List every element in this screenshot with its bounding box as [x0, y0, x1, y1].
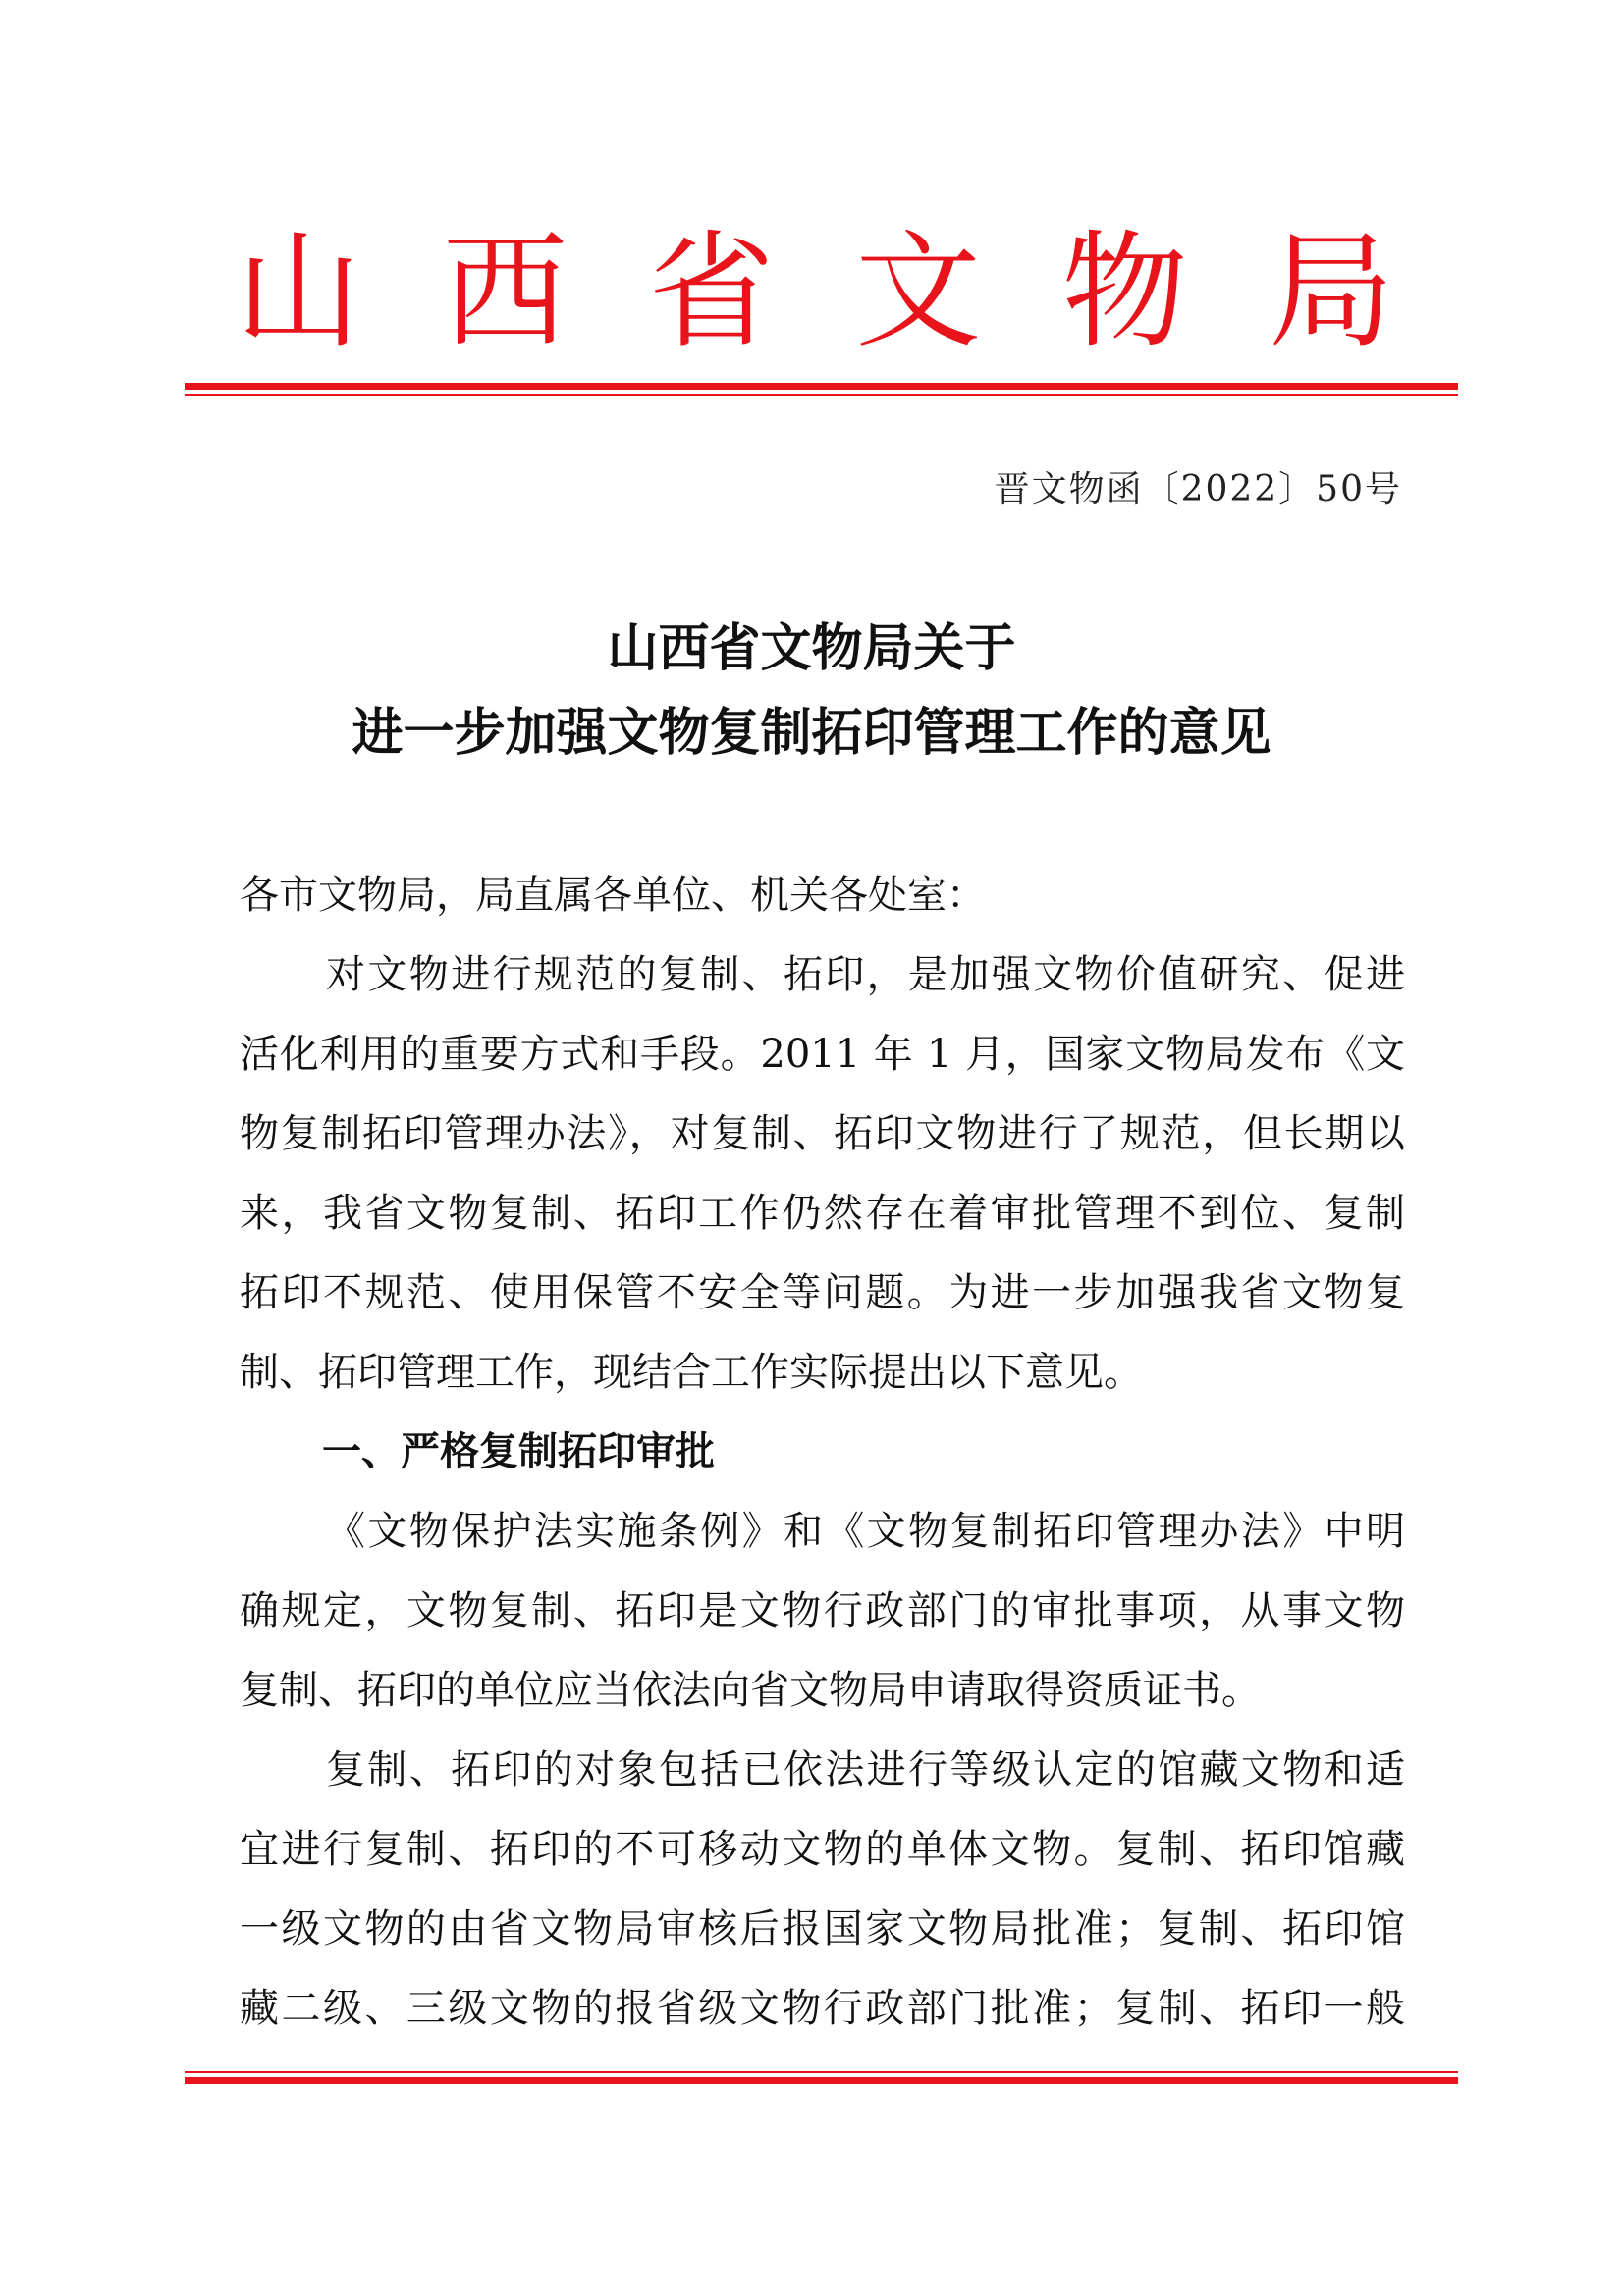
section-heading: 一、严格复制拓印审批 [322, 1429, 715, 1474]
masthead-char: 山 [236, 219, 362, 365]
paragraph-line: 一级文物的由省文物局审核后报国家文物局批准；复制、拓印馆 [240, 1906, 1405, 1951]
salutation: 各市文物局，局直属各单位、机关各处室： [240, 873, 986, 918]
document-title-line1: 山西省文物局关于 [607, 619, 1016, 678]
masthead-char: 文 [855, 219, 982, 365]
masthead-char: 省 [648, 219, 775, 365]
document-number: 晋文物函〔2022〕50号 [994, 469, 1402, 509]
bottom-rule-thin [185, 2071, 1458, 2073]
document-title-line2: 进一步加强文物复制拓印管理工作的意见 [352, 704, 1271, 763]
masthead-char: 局 [1268, 219, 1394, 365]
bottom-rule-thick [185, 2077, 1458, 2084]
paragraph-line: 藏二级、三级文物的报省级文物行政部门批准；复制、拓印一般 [240, 1986, 1405, 2031]
paragraph-line: 拓印不规范、使用保管不安全等问题。为进一步加强我省文物复 [240, 1270, 1405, 1315]
top-rule-thick [185, 383, 1458, 390]
paragraph-line: 复制、拓印的单位应当依法向省文物局申请取得资质证书。 [240, 1668, 1261, 1713]
paragraph-line: 来，我省文物复制、拓印工作仍然存在着审批管理不到位、复制 [240, 1191, 1405, 1236]
masthead-char: 西 [442, 219, 568, 365]
paragraph-line: 对文物进行规范的复制、拓印，是加强文物价值研究、促进 [326, 952, 1405, 997]
paragraph-line: 《文物保护法实施条例》和《文物复制拓印管理办法》中明 [326, 1509, 1405, 1554]
paragraph-line: 确规定，文物复制、拓印是文物行政部门的审批事项，从事文物 [240, 1588, 1405, 1633]
paragraph-line: 物复制拓印管理办法》，对复制、拓印文物进行了规范，但长期以 [240, 1111, 1405, 1156]
masthead-char: 物 [1061, 219, 1188, 365]
top-rule-thin [185, 394, 1458, 396]
paragraph-line: 活化利用的重要方式和手段。2011 年 1 月，国家文物局发布《文 [240, 1032, 1405, 1077]
paragraph-line: 复制、拓印的对象包括已依法进行等级认定的馆藏文物和适 [326, 1747, 1405, 1792]
paragraph-line: 制、拓印管理工作，现结合工作实际提出以下意见。 [240, 1350, 1143, 1395]
paragraph-line: 宜进行复制、拓印的不可移动文物的单体文物。复制、拓印馆藏 [240, 1827, 1405, 1872]
masthead-logo [236, 219, 1394, 365]
